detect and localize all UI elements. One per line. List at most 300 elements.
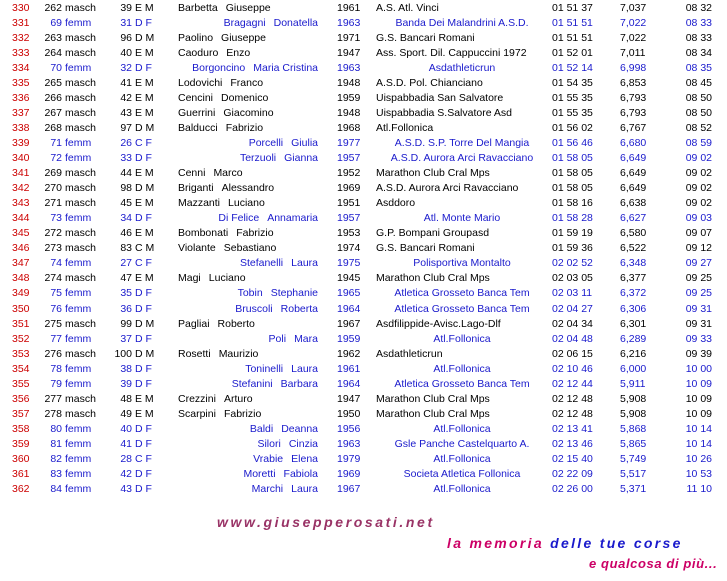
athlete-name-cell <box>178 76 318 91</box>
gender-cell: femm <box>65 302 92 315</box>
gender-cell: masch <box>65 197 96 210</box>
athlete-name-cell <box>178 347 318 362</box>
team-cell: Atl.Follonica <box>433 422 491 435</box>
athlete-firstname: Maria Cristina <box>253 61 318 74</box>
pace-cell: 08 33 <box>685 16 712 29</box>
team-cell: Atletica Grosseto Banca Tem <box>394 302 530 315</box>
pace-cell: 09 02 <box>685 197 712 210</box>
category-position-cell: 46 <box>120 227 132 240</box>
athlete-firstname: Donatella <box>273 16 318 29</box>
speed-cell: 6,649 <box>620 182 647 195</box>
speed-cell: 7,011 <box>620 46 646 59</box>
birth-year-cell: 1947 <box>337 392 361 405</box>
pace-cell: 09 07 <box>685 227 712 240</box>
category-position-cell: 41 <box>120 76 132 89</box>
athlete-surname: Violante <box>178 242 216 255</box>
time-cell: 02 13 46 <box>552 437 593 450</box>
result-row <box>0 31 727 46</box>
team-cell: Uispabbadia S.Salvatore Asd <box>376 106 513 119</box>
birth-year-cell: 1968 <box>337 121 361 134</box>
position-cell: 351 <box>12 317 30 330</box>
category-position-cell: 37 <box>120 332 132 345</box>
gender-cell: masch <box>65 91 96 104</box>
gender-cell: masch <box>65 46 96 59</box>
athlete-name-cell <box>178 121 318 136</box>
pace-cell: 09 31 <box>685 302 712 315</box>
category-cell: D F <box>135 212 152 225</box>
gender-position-cell: 73 <box>50 212 62 225</box>
time-cell: 02 04 48 <box>552 332 593 345</box>
category-position-cell: 48 <box>120 392 132 405</box>
result-row <box>0 136 727 151</box>
athlete-name-cell <box>188 482 318 497</box>
speed-cell: 6,000 <box>620 362 647 375</box>
time-cell: 01 56 46 <box>552 136 593 149</box>
athlete-surname: Mazzanti <box>178 197 221 210</box>
athlete-name-cell <box>178 392 318 407</box>
athlete-firstname: Cinzia <box>288 437 318 450</box>
athlete-name-cell <box>178 407 318 422</box>
athlete-firstname: Luciano <box>208 272 246 285</box>
team-cell: Atl.Follonica <box>433 332 491 345</box>
speed-cell: 6,372 <box>620 287 647 300</box>
position-cell: 339 <box>12 136 30 149</box>
pace-cell: 10 00 <box>685 362 712 375</box>
athlete-surname: Guerrini <box>178 106 216 119</box>
athlete-surname: Borgoncino <box>192 61 246 74</box>
gender-position-cell: 79 <box>50 377 62 390</box>
gender-position-cell: 76 <box>50 302 62 315</box>
category-position-cell: 98 <box>120 182 132 195</box>
position-cell: 337 <box>12 106 30 119</box>
gender-cell: femm <box>65 152 92 164</box>
pace-cell: 09 12 <box>685 242 712 255</box>
pace-cell: 08 50 <box>685 91 712 104</box>
birth-year-cell: 1963 <box>337 437 361 450</box>
birth-year-cell: 1961 <box>337 1 361 14</box>
speed-cell: 6,680 <box>620 136 647 149</box>
position-cell: 340 <box>12 152 30 164</box>
pace-cell: 10 14 <box>685 422 712 435</box>
category-position-cell: 96 <box>120 31 132 44</box>
category-cell: C M <box>135 242 155 255</box>
position-cell: 361 <box>12 468 30 481</box>
result-row <box>0 61 727 76</box>
gender-position-cell: 271 <box>44 197 62 210</box>
team-cell: A.S.D. Aurora Arci Ravacciano <box>390 152 534 164</box>
athlete-firstname: Maurizio <box>218 347 259 360</box>
athlete-surname: Lodovichi <box>178 76 223 89</box>
team-cell: A.S.D. Aurora Arci Ravacciano <box>376 182 519 195</box>
gender-cell: femm <box>65 437 92 450</box>
speed-cell: 6,638 <box>620 197 647 210</box>
athlete-surname: Moretti <box>243 468 276 481</box>
athlete-name-cell <box>178 1 318 16</box>
speed-cell: 7,022 <box>620 31 647 44</box>
team-cell: Asdfilippide-Avisc.Lago-Dlf <box>376 317 501 330</box>
athlete-firstname: Sebastiano <box>223 242 277 255</box>
gender-position-cell: 69 <box>50 16 62 29</box>
time-cell: 02 12 48 <box>552 407 593 420</box>
gender-cell: femm <box>65 377 92 390</box>
result-row <box>0 106 727 121</box>
birth-year-cell: 1974 <box>337 242 361 255</box>
category-position-cell: 27 <box>120 257 132 270</box>
time-cell: 02 04 34 <box>552 317 593 330</box>
pace-cell: 08 32 <box>685 1 712 14</box>
time-cell: 01 55 35 <box>552 91 593 104</box>
category-cell: D F <box>135 422 152 435</box>
position-cell: 354 <box>12 362 30 375</box>
athlete-firstname: Barbara <box>280 377 318 390</box>
athlete-name-cell <box>188 302 318 317</box>
position-cell: 331 <box>12 16 30 29</box>
team-cell: Atl.Follonica <box>433 483 491 496</box>
athlete-firstname: Domenico <box>221 91 269 104</box>
gender-cell: masch <box>65 1 96 14</box>
category-position-cell: 32 <box>120 61 132 74</box>
athlete-name-cell <box>178 181 318 196</box>
athlete-firstname: Giuseppe <box>225 1 271 14</box>
pace-cell: 09 31 <box>685 317 712 330</box>
category-position-cell: 49 <box>120 407 132 420</box>
birth-year-cell: 1964 <box>337 377 361 390</box>
birth-year-cell: 1961 <box>337 362 361 375</box>
athlete-firstname: Fabiola <box>283 468 318 481</box>
speed-cell: 6,767 <box>620 121 647 134</box>
pace-cell: 08 33 <box>685 31 712 44</box>
gender-cell: femm <box>65 468 92 481</box>
birth-year-cell: 1979 <box>337 453 361 465</box>
athlete-firstname: Marco <box>213 167 243 180</box>
result-row <box>0 16 727 31</box>
result-row <box>0 166 727 181</box>
athlete-surname: Di Felice <box>218 212 260 225</box>
gender-cell: femm <box>65 136 92 149</box>
pace-cell: 10 14 <box>685 437 712 450</box>
gender-cell: masch <box>65 31 96 44</box>
athlete-surname: Crezzini <box>178 392 216 405</box>
pace-cell: 09 02 <box>685 182 712 195</box>
speed-cell: 5,517 <box>620 468 647 481</box>
athlete-name-cell <box>178 196 318 211</box>
athlete-surname: Briganti <box>178 182 214 195</box>
pace-cell: 10 09 <box>685 407 712 420</box>
category-cell: D F <box>135 287 152 300</box>
athlete-name-cell <box>188 211 318 226</box>
birth-year-cell: 1952 <box>337 167 361 180</box>
position-cell: 360 <box>12 453 30 465</box>
gender-position-cell: 277 <box>44 392 62 405</box>
position-cell: 349 <box>12 287 30 300</box>
time-cell: 01 55 35 <box>552 106 593 119</box>
time-cell: 01 58 05 <box>552 152 593 164</box>
team-cell: G.S. Bancari Romani <box>376 31 475 44</box>
gender-cell: masch <box>65 182 96 195</box>
position-cell: 355 <box>12 377 30 390</box>
gender-position-cell: 80 <box>50 422 62 435</box>
team-cell: Atl.Follonica <box>433 362 491 375</box>
category-cell: E M <box>135 407 154 420</box>
birth-year-cell: 1948 <box>337 106 361 119</box>
athlete-surname: Poli <box>268 332 287 345</box>
athlete-name-cell <box>178 166 318 181</box>
tagline-part-b: delle tue corse <box>550 535 683 551</box>
gender-position-cell: 70 <box>50 61 62 74</box>
athlete-firstname: Roberto <box>217 317 255 330</box>
gender-cell: masch <box>65 227 96 240</box>
athlete-surname: Marchi <box>251 483 284 496</box>
gender-cell: femm <box>65 257 92 270</box>
category-position-cell: 31 <box>120 16 132 29</box>
athlete-surname: Stefanelli <box>239 257 284 270</box>
athlete-name-cell <box>188 377 318 392</box>
category-cell: E M <box>135 46 154 59</box>
category-cell: D M <box>135 317 155 330</box>
athlete-name-cell <box>188 437 318 452</box>
pace-cell: 08 52 <box>685 121 712 134</box>
speed-cell: 5,749 <box>620 453 647 465</box>
birth-year-cell: 1963 <box>337 16 361 29</box>
birth-year-cell: 1967 <box>337 483 361 496</box>
category-cell: C F <box>135 257 152 270</box>
pace-cell: 10 26 <box>685 453 712 465</box>
category-cell: E M <box>135 91 154 104</box>
birth-year-cell: 1945 <box>337 272 361 285</box>
category-position-cell: 99 <box>120 317 132 330</box>
category-cell: D F <box>135 483 152 496</box>
gender-position-cell: 81 <box>50 437 62 450</box>
speed-cell: 6,793 <box>620 106 647 119</box>
team-cell: Atl.Follonica <box>433 453 491 465</box>
time-cell: 01 52 01 <box>552 46 593 59</box>
result-row <box>0 317 727 332</box>
site-url[interactable]: www.giusepperosati.net <box>217 514 435 530</box>
category-cell: D F <box>135 61 152 74</box>
team-cell: Atl.Follonica <box>376 121 434 134</box>
gender-position-cell: 276 <box>44 347 62 360</box>
team-cell: G.P. Bompani Groupasd <box>376 227 490 240</box>
athlete-surname: Rosetti <box>178 347 211 360</box>
pace-cell: 11 10 <box>686 483 712 496</box>
position-cell: 335 <box>12 76 30 89</box>
athlete-name-cell <box>188 422 318 437</box>
gender-cell: masch <box>65 76 96 89</box>
position-cell: 352 <box>12 332 30 345</box>
category-position-cell: 43 <box>120 483 132 496</box>
speed-cell: 6,306 <box>620 302 647 315</box>
pace-cell: 10 53 <box>685 468 712 481</box>
time-cell: 02 15 40 <box>552 453 593 465</box>
pace-cell: 08 50 <box>685 106 712 119</box>
time-cell: 01 58 16 <box>552 197 593 210</box>
gender-position-cell: 267 <box>44 106 62 119</box>
gender-cell: femm <box>65 16 92 29</box>
gender-cell: femm <box>65 453 92 465</box>
gender-position-cell: 72 <box>50 152 62 164</box>
position-cell: 362 <box>12 483 30 496</box>
category-position-cell: 36 <box>120 302 132 315</box>
category-cell: D F <box>135 468 152 481</box>
category-cell: E M <box>135 76 154 89</box>
result-row <box>0 467 727 482</box>
team-cell: Gsle Panche Castelquarto A. <box>394 437 530 450</box>
time-cell: 01 52 14 <box>552 61 593 74</box>
speed-cell: 6,377 <box>620 272 647 285</box>
athlete-name-cell <box>178 271 318 286</box>
athlete-surname: Cencini <box>178 91 214 104</box>
pace-cell: 08 59 <box>685 136 712 149</box>
gender-cell: masch <box>65 317 96 330</box>
athlete-surname: Baldi <box>249 422 274 435</box>
category-cell: C F <box>135 453 152 465</box>
birth-year-cell: 1977 <box>337 136 361 149</box>
birth-year-cell: 1969 <box>337 182 361 195</box>
athlete-surname: Balducci <box>178 121 218 134</box>
birth-year-cell: 1963 <box>337 61 361 74</box>
athlete-name-cell <box>178 317 318 332</box>
time-cell: 01 54 35 <box>552 76 593 89</box>
tagline-part-a: la memoria <box>447 535 544 551</box>
gender-position-cell: 84 <box>50 483 62 496</box>
category-cell: E M <box>135 392 154 405</box>
category-position-cell: 34 <box>120 212 132 225</box>
time-cell: 01 59 36 <box>552 242 593 255</box>
category-position-cell: 43 <box>120 106 132 119</box>
result-row <box>0 347 727 362</box>
athlete-name-cell <box>178 46 318 61</box>
gender-position-cell: 262 <box>44 1 62 14</box>
tagline <box>447 535 683 551</box>
pace-cell: 10 09 <box>685 377 712 390</box>
category-cell: D M <box>135 347 155 360</box>
speed-cell: 7,037 <box>620 1 647 14</box>
athlete-firstname: Fabrizio <box>236 227 274 240</box>
pace-cell: 09 27 <box>685 257 712 270</box>
position-cell: 332 <box>12 31 30 44</box>
gender-cell: masch <box>65 121 96 134</box>
speed-cell: 6,853 <box>620 76 647 89</box>
speed-cell: 6,348 <box>620 257 647 270</box>
position-cell: 346 <box>12 242 30 255</box>
athlete-surname: Barbetta <box>178 1 218 14</box>
position-cell: 357 <box>12 407 30 420</box>
result-row <box>0 302 727 317</box>
gender-cell: femm <box>65 287 92 300</box>
team-cell: Atl. Monte Mario <box>423 212 501 225</box>
athlete-firstname: Franco <box>230 76 264 89</box>
athlete-surname: Stefanini <box>231 377 273 390</box>
time-cell: 02 04 27 <box>552 302 593 315</box>
gender-position-cell: 264 <box>44 46 62 59</box>
time-cell: 02 26 00 <box>552 483 593 496</box>
result-row <box>0 482 727 497</box>
athlete-firstname: Laura <box>291 362 318 375</box>
athlete-name-cell <box>188 256 318 271</box>
category-cell: D F <box>135 377 152 390</box>
athlete-firstname: Fabrizio <box>223 407 262 420</box>
gender-cell: masch <box>65 272 96 285</box>
result-row <box>0 452 727 467</box>
birth-year-cell: 1965 <box>337 287 361 300</box>
athlete-firstname: Giuseppe <box>221 31 266 44</box>
time-cell: 01 58 28 <box>552 212 593 225</box>
athlete-firstname: Luciano <box>228 197 265 210</box>
gender-cell: masch <box>65 106 96 119</box>
category-cell: D F <box>135 152 152 164</box>
position-cell: 356 <box>12 392 30 405</box>
birth-year-cell: 1962 <box>337 347 361 360</box>
gender-position-cell: 74 <box>50 257 62 270</box>
category-cell: D F <box>135 332 152 345</box>
category-cell: C F <box>135 136 152 149</box>
category-position-cell: 38 <box>120 362 132 375</box>
category-cell: D F <box>135 437 152 450</box>
team-cell: Marathon Club Cral Mps <box>376 407 490 420</box>
category-cell: D M <box>135 31 155 44</box>
position-cell: 353 <box>12 347 30 360</box>
speed-cell: 6,998 <box>620 61 647 74</box>
category-cell: E M <box>135 227 154 240</box>
pace-cell: 08 35 <box>685 61 712 74</box>
gender-cell: femm <box>65 332 92 345</box>
result-row <box>0 437 727 452</box>
position-cell: 344 <box>12 212 30 225</box>
speed-cell: 5,908 <box>620 392 647 405</box>
birth-year-cell: 1967 <box>337 317 361 330</box>
birth-year-cell: 1957 <box>337 212 361 225</box>
team-cell: Uispabbadia San Salvatore <box>376 91 504 104</box>
result-row <box>0 46 727 61</box>
athlete-name-cell <box>188 452 318 467</box>
athlete-name-cell <box>188 286 318 301</box>
time-cell: 02 12 44 <box>552 377 593 390</box>
result-row <box>0 407 727 422</box>
birth-year-cell: 1971 <box>337 31 361 44</box>
athlete-name-cell <box>188 467 318 482</box>
athlete-surname: Toninelli <box>245 362 284 375</box>
athlete-firstname: Laura <box>291 257 318 270</box>
speed-cell: 7,022 <box>620 16 647 29</box>
position-cell: 358 <box>12 422 30 435</box>
team-cell: Banda Dei Malandrini A.S.D. <box>395 16 529 29</box>
speed-cell: 6,627 <box>620 212 647 225</box>
position-cell: 341 <box>12 167 30 180</box>
birth-year-cell: 1950 <box>337 407 361 420</box>
speed-cell: 6,289 <box>620 332 647 345</box>
position-cell: 347 <box>12 257 30 270</box>
category-cell: E M <box>135 1 154 14</box>
position-cell: 348 <box>12 272 30 285</box>
pace-cell: 08 34 <box>685 46 712 59</box>
birth-year-cell: 1951 <box>337 197 361 210</box>
athlete-surname: Pagliai <box>178 317 210 330</box>
team-cell: Marathon Club Cral Mps <box>376 272 490 285</box>
category-cell: D F <box>135 302 152 315</box>
category-position-cell: 39 <box>120 377 132 390</box>
time-cell: 02 03 05 <box>552 272 593 285</box>
athlete-name-cell <box>178 91 318 106</box>
gender-position-cell: 265 <box>44 76 62 89</box>
pace-cell: 09 25 <box>685 287 712 300</box>
birth-year-cell: 1948 <box>337 76 361 89</box>
gender-cell: femm <box>65 61 92 74</box>
birth-year-cell: 1969 <box>337 468 361 481</box>
position-cell: 330 <box>12 1 30 14</box>
speed-cell: 6,649 <box>620 167 647 180</box>
gender-position-cell: 75 <box>50 287 62 300</box>
position-cell: 333 <box>12 46 30 59</box>
